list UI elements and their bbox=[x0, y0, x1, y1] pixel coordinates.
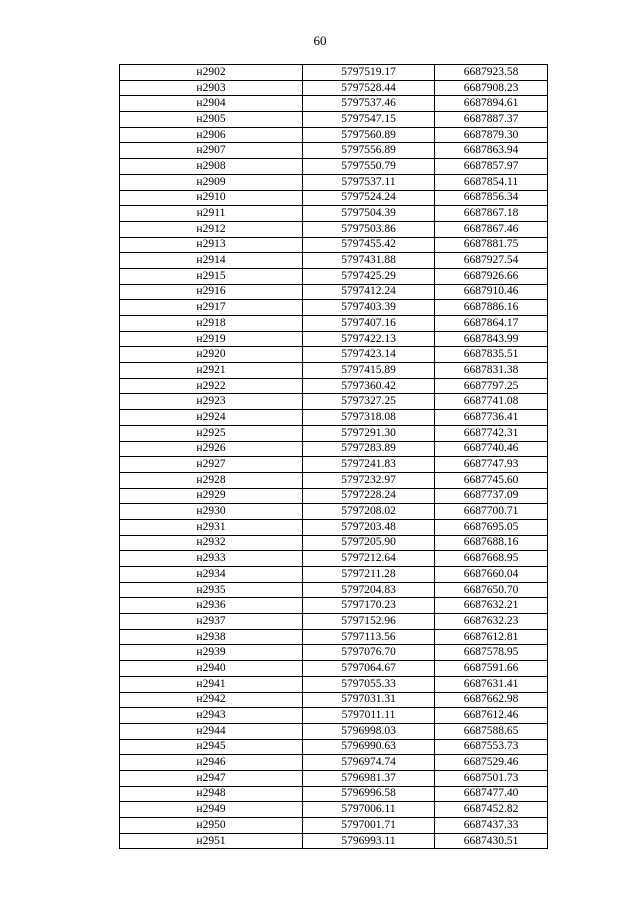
point-id-cell: н2932 bbox=[120, 535, 303, 551]
y-coordinate-cell: 6687501.73 bbox=[435, 770, 548, 786]
table-row bbox=[120, 174, 548, 190]
y-coordinate-cell: 6687588.65 bbox=[435, 723, 548, 739]
x-coordinate-cell: 5797204.83 bbox=[303, 582, 435, 598]
y-coordinate-cell: 6687452.82 bbox=[435, 802, 548, 818]
point-id-cell: н2941 bbox=[120, 676, 303, 692]
y-coordinate-cell: 6687591.66 bbox=[435, 661, 548, 677]
point-id-cell: н2916 bbox=[120, 284, 303, 300]
y-coordinate-cell: 6687740.46 bbox=[435, 441, 548, 457]
y-coordinate-cell: 6687612.81 bbox=[435, 629, 548, 645]
x-coordinate-cell: 5797504.39 bbox=[303, 206, 435, 222]
y-coordinate-cell: 6687923.58 bbox=[435, 65, 548, 81]
point-id-cell: н2907 bbox=[120, 143, 303, 159]
table-row bbox=[120, 629, 548, 645]
table-row bbox=[120, 96, 548, 112]
point-id-cell: н2915 bbox=[120, 268, 303, 284]
point-id-cell: н2927 bbox=[120, 457, 303, 473]
y-coordinate-cell: 6687650.70 bbox=[435, 582, 548, 598]
table-row bbox=[120, 472, 548, 488]
table-row bbox=[120, 347, 548, 363]
table-row bbox=[120, 65, 548, 81]
table-row bbox=[120, 425, 548, 441]
point-id-cell: н2947 bbox=[120, 770, 303, 786]
table-row bbox=[120, 802, 548, 818]
coordinates-table bbox=[119, 64, 548, 849]
y-coordinate-cell: 6687700.71 bbox=[435, 504, 548, 520]
x-coordinate-cell: 5797503.86 bbox=[303, 221, 435, 237]
y-coordinate-cell: 6687745.60 bbox=[435, 472, 548, 488]
x-coordinate-cell: 5797212.64 bbox=[303, 551, 435, 567]
table-row bbox=[120, 206, 548, 222]
point-id-cell: н2906 bbox=[120, 127, 303, 143]
x-coordinate-cell: 5797152.96 bbox=[303, 614, 435, 630]
x-coordinate-cell: 5797064.67 bbox=[303, 661, 435, 677]
table-row bbox=[120, 770, 548, 786]
y-coordinate-cell: 6687881.75 bbox=[435, 237, 548, 253]
x-coordinate-cell: 5797318.08 bbox=[303, 410, 435, 426]
x-coordinate-cell: 5797415.89 bbox=[303, 363, 435, 379]
y-coordinate-cell: 6687908.23 bbox=[435, 80, 548, 96]
table-row bbox=[120, 190, 548, 206]
x-coordinate-cell: 5796990.63 bbox=[303, 739, 435, 755]
point-id-cell: н2949 bbox=[120, 802, 303, 818]
x-coordinate-cell: 5797283.89 bbox=[303, 441, 435, 457]
x-coordinate-cell: 5797431.88 bbox=[303, 253, 435, 269]
x-coordinate-cell: 5797211.28 bbox=[303, 567, 435, 583]
table-row bbox=[120, 567, 548, 583]
point-id-cell: н2948 bbox=[120, 786, 303, 802]
point-id-cell: н2922 bbox=[120, 378, 303, 394]
table-row bbox=[120, 237, 548, 253]
y-coordinate-cell: 6687857.97 bbox=[435, 159, 548, 175]
x-coordinate-cell: 5797425.29 bbox=[303, 268, 435, 284]
point-id-cell: н2931 bbox=[120, 519, 303, 535]
x-coordinate-cell: 5797170.23 bbox=[303, 598, 435, 614]
point-id-cell: н2943 bbox=[120, 708, 303, 724]
x-coordinate-cell: 5797232.97 bbox=[303, 472, 435, 488]
point-id-cell: н2905 bbox=[120, 112, 303, 128]
y-coordinate-cell: 6687529.46 bbox=[435, 755, 548, 771]
x-coordinate-cell: 5796993.11 bbox=[303, 833, 435, 849]
y-coordinate-cell: 6687736.41 bbox=[435, 410, 548, 426]
y-coordinate-cell: 6687835.51 bbox=[435, 347, 548, 363]
table-row bbox=[120, 143, 548, 159]
x-coordinate-cell: 5796974.74 bbox=[303, 755, 435, 771]
table-row bbox=[120, 300, 548, 316]
table-row bbox=[120, 221, 548, 237]
point-id-cell: н2902 bbox=[120, 65, 303, 81]
y-coordinate-cell: 6687668.95 bbox=[435, 551, 548, 567]
y-coordinate-cell: 6687578.95 bbox=[435, 645, 548, 661]
table-row bbox=[120, 582, 548, 598]
table-row bbox=[120, 253, 548, 269]
point-id-cell: н2910 bbox=[120, 190, 303, 206]
point-id-cell: н2904 bbox=[120, 96, 303, 112]
point-id-cell: н2925 bbox=[120, 425, 303, 441]
x-coordinate-cell: 5797203.48 bbox=[303, 519, 435, 535]
table-row bbox=[120, 519, 548, 535]
point-id-cell: н2951 bbox=[120, 833, 303, 849]
page-number: 60 bbox=[313, 33, 327, 48]
x-coordinate-cell: 5796981.37 bbox=[303, 770, 435, 786]
point-id-cell: н2917 bbox=[120, 300, 303, 316]
point-id-cell: н2908 bbox=[120, 159, 303, 175]
y-coordinate-cell: 6687867.46 bbox=[435, 221, 548, 237]
table-row bbox=[120, 378, 548, 394]
x-coordinate-cell: 5797407.16 bbox=[303, 316, 435, 332]
table-row bbox=[120, 723, 548, 739]
x-coordinate-cell: 5797556.89 bbox=[303, 143, 435, 159]
x-coordinate-cell: 5797547.15 bbox=[303, 112, 435, 128]
table-row bbox=[120, 441, 548, 457]
y-coordinate-cell: 6687477.40 bbox=[435, 786, 548, 802]
point-id-cell: н2920 bbox=[120, 347, 303, 363]
table-row bbox=[120, 80, 548, 96]
point-id-cell: н2935 bbox=[120, 582, 303, 598]
y-coordinate-cell: 6687797.25 bbox=[435, 378, 548, 394]
x-coordinate-cell: 5797550.79 bbox=[303, 159, 435, 175]
point-id-cell: н2950 bbox=[120, 818, 303, 834]
y-coordinate-cell: 6687662.98 bbox=[435, 692, 548, 708]
point-id-cell: н2912 bbox=[120, 221, 303, 237]
table-row bbox=[120, 363, 548, 379]
y-coordinate-cell: 6687910.46 bbox=[435, 284, 548, 300]
point-id-cell: н2923 bbox=[120, 394, 303, 410]
point-id-cell: н2909 bbox=[120, 174, 303, 190]
y-coordinate-cell: 6687437.33 bbox=[435, 818, 548, 834]
y-coordinate-cell: 6687864.17 bbox=[435, 316, 548, 332]
point-id-cell: н2938 bbox=[120, 629, 303, 645]
point-id-cell: н2930 bbox=[120, 504, 303, 520]
table-row bbox=[120, 676, 548, 692]
table-row bbox=[120, 739, 548, 755]
table-row bbox=[120, 535, 548, 551]
y-coordinate-cell: 6687747.93 bbox=[435, 457, 548, 473]
table-row bbox=[120, 127, 548, 143]
table-row bbox=[120, 551, 548, 567]
y-coordinate-cell: 6687886.16 bbox=[435, 300, 548, 316]
x-coordinate-cell: 5797055.33 bbox=[303, 676, 435, 692]
x-coordinate-cell: 5797228.24 bbox=[303, 488, 435, 504]
table-row bbox=[120, 159, 548, 175]
x-coordinate-cell: 5797076.70 bbox=[303, 645, 435, 661]
point-id-cell: н2911 bbox=[120, 206, 303, 222]
y-coordinate-cell: 6687742.31 bbox=[435, 425, 548, 441]
point-id-cell: н2937 bbox=[120, 614, 303, 630]
point-id-cell: н2914 bbox=[120, 253, 303, 269]
y-coordinate-cell: 6687695.05 bbox=[435, 519, 548, 535]
x-coordinate-cell: 5797537.46 bbox=[303, 96, 435, 112]
x-coordinate-cell: 5797412.24 bbox=[303, 284, 435, 300]
point-id-cell: н2942 bbox=[120, 692, 303, 708]
point-id-cell: н2919 bbox=[120, 331, 303, 347]
point-id-cell: н2928 bbox=[120, 472, 303, 488]
table-row bbox=[120, 394, 548, 410]
table-row bbox=[120, 457, 548, 473]
point-id-cell: н2903 bbox=[120, 80, 303, 96]
table-row bbox=[120, 708, 548, 724]
y-coordinate-cell: 6687737.09 bbox=[435, 488, 548, 504]
table-row bbox=[120, 598, 548, 614]
y-coordinate-cell: 6687632.23 bbox=[435, 614, 548, 630]
y-coordinate-cell: 6687927.54 bbox=[435, 253, 548, 269]
point-id-cell: н2939 bbox=[120, 645, 303, 661]
point-id-cell: н2933 bbox=[120, 551, 303, 567]
y-coordinate-cell: 6687632.21 bbox=[435, 598, 548, 614]
x-coordinate-cell: 5797205.90 bbox=[303, 535, 435, 551]
point-id-cell: н2936 bbox=[120, 598, 303, 614]
y-coordinate-cell: 6687867.18 bbox=[435, 206, 548, 222]
x-coordinate-cell: 5797560.89 bbox=[303, 127, 435, 143]
x-coordinate-cell: 5797241.83 bbox=[303, 457, 435, 473]
table-row bbox=[120, 645, 548, 661]
point-id-cell: н2918 bbox=[120, 316, 303, 332]
table-row bbox=[120, 331, 548, 347]
point-id-cell: н2913 bbox=[120, 237, 303, 253]
table-row bbox=[120, 833, 548, 849]
y-coordinate-cell: 6687741.08 bbox=[435, 394, 548, 410]
y-coordinate-cell: 6687854.11 bbox=[435, 174, 548, 190]
x-coordinate-cell: 5797291.30 bbox=[303, 425, 435, 441]
x-coordinate-cell: 5797208.02 bbox=[303, 504, 435, 520]
point-id-cell: н2929 bbox=[120, 488, 303, 504]
y-coordinate-cell: 6687863.94 bbox=[435, 143, 548, 159]
table-row bbox=[120, 661, 548, 677]
x-coordinate-cell: 5797327.25 bbox=[303, 394, 435, 410]
point-id-cell: н2921 bbox=[120, 363, 303, 379]
table-row bbox=[120, 818, 548, 834]
table-row bbox=[120, 410, 548, 426]
x-coordinate-cell: 5797403.39 bbox=[303, 300, 435, 316]
y-coordinate-cell: 6687688.16 bbox=[435, 535, 548, 551]
y-coordinate-cell: 6687612.46 bbox=[435, 708, 548, 724]
point-id-cell: н2926 bbox=[120, 441, 303, 457]
x-coordinate-cell: 5797006.11 bbox=[303, 802, 435, 818]
coordinates-table-body bbox=[120, 65, 548, 849]
x-coordinate-cell: 5797011.11 bbox=[303, 708, 435, 724]
point-id-cell: н2940 bbox=[120, 661, 303, 677]
table-row bbox=[120, 488, 548, 504]
y-coordinate-cell: 6687843.99 bbox=[435, 331, 548, 347]
x-coordinate-cell: 5797423.14 bbox=[303, 347, 435, 363]
y-coordinate-cell: 6687887.37 bbox=[435, 112, 548, 128]
point-id-cell: н2934 bbox=[120, 567, 303, 583]
table-row bbox=[120, 786, 548, 802]
x-coordinate-cell: 5797537.11 bbox=[303, 174, 435, 190]
table-row bbox=[120, 755, 548, 771]
table-row bbox=[120, 112, 548, 128]
point-id-cell: н2924 bbox=[120, 410, 303, 426]
x-coordinate-cell: 5797528.44 bbox=[303, 80, 435, 96]
x-coordinate-cell: 5796998.03 bbox=[303, 723, 435, 739]
x-coordinate-cell: 5797113.56 bbox=[303, 629, 435, 645]
y-coordinate-cell: 6687631.41 bbox=[435, 676, 548, 692]
point-id-cell: н2946 bbox=[120, 755, 303, 771]
table-row bbox=[120, 614, 548, 630]
y-coordinate-cell: 6687856.34 bbox=[435, 190, 548, 206]
point-id-cell: н2945 bbox=[120, 739, 303, 755]
y-coordinate-cell: 6687894.61 bbox=[435, 96, 548, 112]
x-coordinate-cell: 5797519.17 bbox=[303, 65, 435, 81]
y-coordinate-cell: 6687430.51 bbox=[435, 833, 548, 849]
x-coordinate-cell: 5797031.31 bbox=[303, 692, 435, 708]
table-row bbox=[120, 316, 548, 332]
x-coordinate-cell: 5797524.24 bbox=[303, 190, 435, 206]
x-coordinate-cell: 5797001.71 bbox=[303, 818, 435, 834]
x-coordinate-cell: 5797422.13 bbox=[303, 331, 435, 347]
y-coordinate-cell: 6687879.30 bbox=[435, 127, 548, 143]
table-row bbox=[120, 692, 548, 708]
table-row bbox=[120, 268, 548, 284]
table-row bbox=[120, 284, 548, 300]
x-coordinate-cell: 5796996.58 bbox=[303, 786, 435, 802]
y-coordinate-cell: 6687553.73 bbox=[435, 739, 548, 755]
x-coordinate-cell: 5797455.42 bbox=[303, 237, 435, 253]
y-coordinate-cell: 6687660.04 bbox=[435, 567, 548, 583]
table-row bbox=[120, 504, 548, 520]
y-coordinate-cell: 6687831.38 bbox=[435, 363, 548, 379]
x-coordinate-cell: 5797360.42 bbox=[303, 378, 435, 394]
point-id-cell: н2944 bbox=[120, 723, 303, 739]
y-coordinate-cell: 6687926.66 bbox=[435, 268, 548, 284]
